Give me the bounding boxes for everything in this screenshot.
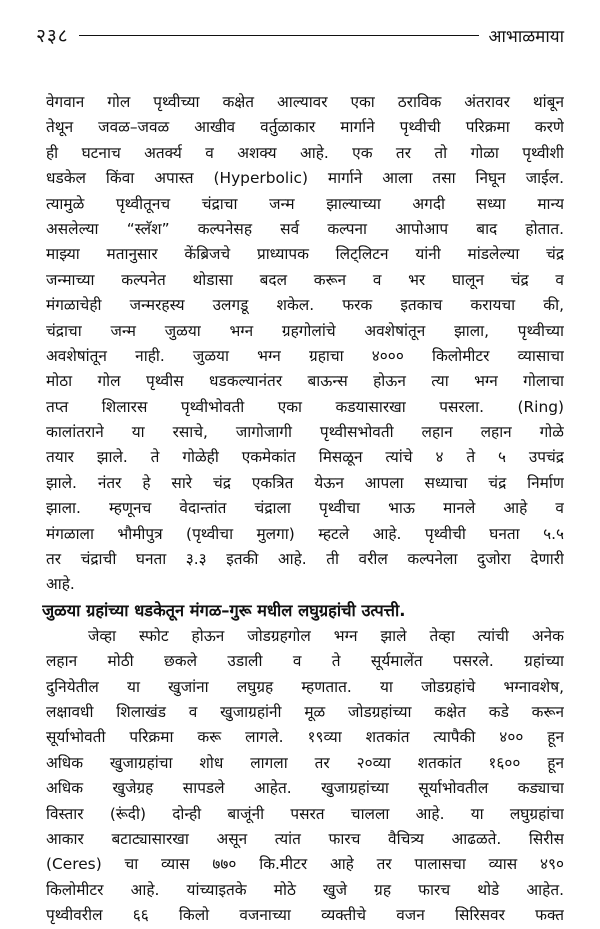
text-line: विस्तार (रूंदी) दोन्ही बाजूंनी पसरत चालला आहे. या लघुग्रहांचा bbox=[46, 804, 564, 823]
text-line: अधिक खुजाग्रहांचा शोध लागला तर २०व्या शतकांत १६०० हून bbox=[46, 753, 564, 772]
text-line: पृथ्वीवरील ६६ किलो वजनाच्या व्यक्तीचे वजन सिरिसवर फक्त bbox=[46, 906, 564, 925]
text-line: (Ceres) चा व्यास ७७० कि.मीटर आहे तर पालासचा व्यास ४९० bbox=[46, 855, 564, 874]
text-line: लक्षावधी शिलाखंड व खुजाग्रहांनी मूळ जोडग्रहांच्या कक्षेत कडे करून bbox=[46, 702, 564, 721]
text-line: झाले. नंतर हे सारे चंद्र एकत्रित येऊन आपला सध्याचा चंद्र निर्माण bbox=[46, 473, 564, 492]
text-line: तयार झाले. ते गोळेही एकमेकांत मिसळून त्यांचे ४ ते ५ उपचंद्र bbox=[46, 448, 564, 467]
text-line: अवशेषांतून नाही. जुळया भग्न ग्रहाचा ४००० किलोमीटर व्यासाचा bbox=[46, 346, 564, 365]
paragraph-asteroids bbox=[46, 624, 564, 929]
text-line: तर चंद्राची घनता ३.३ इतकी आहे. ती वरील कल्पनेला दुजोरा देणारी bbox=[46, 550, 564, 569]
header-rule bbox=[79, 35, 479, 36]
text-line: मोठा गोल पृथ्वीस धडकल्यानंतर बाऊन्स होऊन त्या भग्न गोलाचा bbox=[46, 372, 564, 391]
section-heading: जुळया ग्रहांच्या धडकेतून मंगळ–गुरू मधील लघुग्रहांची उत्पत्ती. bbox=[42, 600, 406, 620]
paragraph-moon-origin bbox=[46, 90, 564, 598]
text-line: आहे. bbox=[46, 575, 75, 594]
text-line: झाला. म्हणूनच वेदान्तांत चंद्राला पृथ्वीचा भाऊ मानले आहे व bbox=[46, 499, 564, 518]
text-line: तप्त शिलारस पृथ्वीभोवती एका कडयासारखा पसरला. (Ring) bbox=[46, 397, 564, 416]
text-line: जेव्हा स्फोट होऊन जोडग्रहगोल भग्न झाले तेव्हा त्यांची अनेक bbox=[88, 626, 564, 645]
text-line: दुनियेतील या खुजांना लघुग्रह म्हणतात. या जोडग्रहांचे भग्नावशेष, bbox=[46, 677, 564, 696]
text-line: लहान मोठी छकले उडाली व ते सूर्यमालेंत पसरले. ग्रहांच्या bbox=[46, 652, 564, 671]
text-line: धडकेल किंवा अपास्त (Hyperbolic) मार्गाने आला तसा निघून जाईल. bbox=[46, 169, 564, 188]
text-line: मंगळाचेही जन्मरहस्य उलगडू शकेल. फरक इतकाच करायचा की, bbox=[46, 296, 564, 315]
text-line: माझ्या मतानुसार केंब्रिजचे प्राध्यापक लिट्लिटन यांनी मांडलेल्या चंद्र bbox=[46, 245, 564, 264]
text-line: त्यामुळे पृथ्वीतूनच चंद्राचा जन्म झाल्याच्या अगदी सध्या मान्य bbox=[46, 194, 564, 213]
text-line: चंद्राचा जन्म जुळया भग्न ग्रहगोलांचे अवशेषांतून झाला, पृथ्वीच्या bbox=[46, 321, 564, 340]
page-body bbox=[42, 90, 564, 929]
text-line: मंगळाला भौमीपुत्र (पृथ्वीचा मुलगा) म्हटले आहे. पृथ्वीची घनता ५.५ bbox=[46, 524, 564, 543]
text-line: कालांतराने या रसाचे, जागोजागी पृथ्वीसभोवती लहान लहान गोळे bbox=[46, 423, 564, 442]
text-line: जन्माच्या कल्पनेत थोडासा बदल करून व भर घालून चंद्र व bbox=[46, 270, 564, 289]
book-title: आभाळमाया bbox=[488, 26, 564, 47]
text-line: किलोमीटर आहे. यांच्याइतके मोठे खुजे ग्रह फारच थोडे आहेत. bbox=[46, 880, 564, 899]
text-line: वेगवान गोल पृथ्वीच्या कक्षेत आल्यावर एका ठराविक अंतरावर थांबून bbox=[46, 93, 564, 111]
text-line: ही घटनाच अतर्क्य व अशक्य आहे. एक तर तो गोळा पृथ्वीशी bbox=[46, 143, 564, 162]
text-line: तेथून जवळ–जवळ आखीव वर्तुळाकार मार्गाने पृथ्वीची परिक्रमा करणे bbox=[46, 118, 564, 137]
text-line: असलेल्या “स्लॅश” कल्पनेसह सर्व कल्पना आपोआप बाद होतात. bbox=[46, 219, 564, 238]
text-line: आकार बटाट्यासारखा असून त्यांत फारच वैचित्र्य आढळते. सिरीस bbox=[46, 829, 564, 848]
text-line: अधिक खुजेग्रह सापडले आहेत. खुजाग्रहांच्या सूर्याभोवतील कड्याचा bbox=[46, 779, 564, 798]
text-line: सूर्याभोवती परिक्रमा करू लागले. १९व्या शतकांत त्यापैकी ४०० हून bbox=[46, 728, 564, 747]
page-header bbox=[36, 22, 564, 48]
page-number: २३८ bbox=[36, 25, 69, 47]
